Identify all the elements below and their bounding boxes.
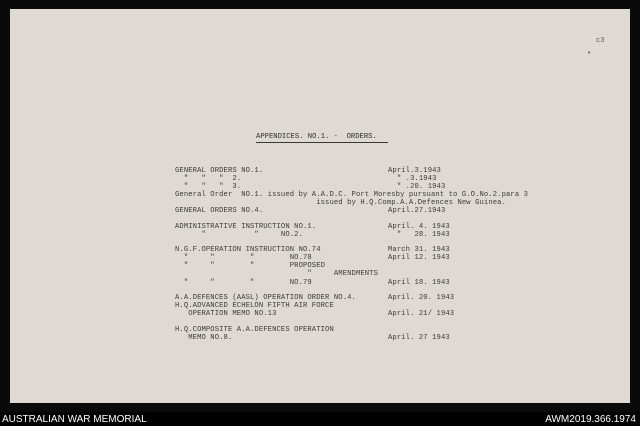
list-item-date: April.27.1943 (388, 207, 446, 215)
title-underline (256, 142, 388, 143)
list-item: " " " NO.79 (175, 279, 312, 287)
list-item: N.G.F.OPERATION INSTRUCTION NO.74 (175, 246, 321, 254)
corner-annotation: c3 (596, 37, 605, 45)
list-item: ADMINISTRATIVE INSTRUCTION NO.1. (175, 223, 317, 231)
page-title: APPENDICES. NO.1. - ORDERS. (256, 133, 377, 141)
list-item-date: April 18. 1943 (388, 279, 450, 287)
list-item-date: March 31. 1943 (388, 246, 450, 254)
list-item: " AMENDMENTS (175, 270, 379, 278)
corner-dot: • (587, 50, 592, 58)
list-item: H.Q.ADVANCED ECHELON FIFTH AIR FORCE (175, 302, 334, 310)
list-item-date: April. 4. 1943 (388, 223, 450, 231)
list-item-date: " .3.1943 (388, 175, 437, 183)
list-item: GENERAL ORDERS NO.1. (175, 167, 264, 175)
list-item: " " " PROPOSED (175, 262, 326, 270)
list-item: " " NO.2. (175, 231, 303, 239)
list-item: OPERATION MEMO NO.13 (175, 310, 277, 318)
list-item-date: April 12. 1943 (388, 254, 450, 262)
list-item: " " " 3. (175, 183, 242, 191)
list-item-date: April. 27 1943 (388, 334, 450, 342)
list-item: " " " NO.78 (175, 254, 312, 262)
list-item-date: April. 21/ 1943 (388, 310, 455, 318)
footer-credit: AUSTRALIAN WAR MEMORIAL (2, 414, 147, 425)
list-item: A.A.DEFENCES (AASL) OPERATION ORDER NO.4. (175, 294, 356, 302)
list-item: General Order NO.1. issued by A.A.D.C. Port Moresby pursuant to G.O.No.2.para 3 (175, 191, 529, 199)
list-item: MEMO NO.8. (175, 334, 233, 342)
list-item-date: " 28. 1943 (388, 231, 450, 239)
list-item-date: April. 20. 1943 (388, 294, 455, 302)
list-item: H.Q.COMPOSITE A.A.DEFENCES OPERATION (175, 326, 334, 334)
list-item: " " " 2. (175, 175, 242, 183)
list-item-date: April.3.1943 (388, 167, 441, 175)
list-item: issued by H.Q.Comp.A.A.Defences New Guinea. (175, 199, 506, 207)
footer-accession-number: AWM2019.366.1974 (545, 414, 636, 425)
list-item: GENERAL ORDERS NO.4. (175, 207, 264, 215)
list-item-date: " .20. 1943 (388, 183, 446, 191)
